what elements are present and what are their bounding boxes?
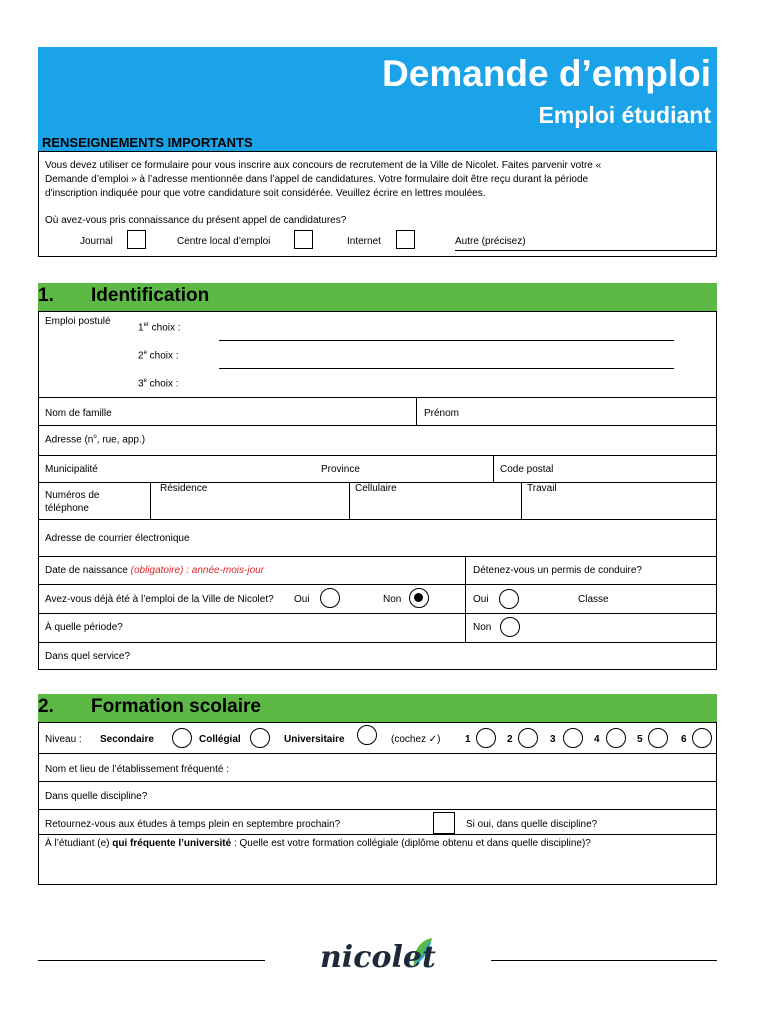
- universitaire-label: Universitaire: [284, 734, 345, 745]
- divider: [150, 482, 151, 519]
- divider: [521, 482, 522, 519]
- divider: [38, 809, 717, 810]
- courriel-label: Adresse de courrier électronique: [45, 533, 190, 544]
- annee-3-label: 3: [550, 734, 556, 745]
- collegial-label: Collégial: [199, 734, 241, 745]
- divider: [38, 613, 717, 614]
- cellulaire-label: Cellulaire: [355, 483, 397, 494]
- divider: [38, 519, 717, 520]
- divider: [38, 753, 717, 754]
- divider: [416, 397, 417, 425]
- form-header: [38, 47, 717, 133]
- annee-4-radio[interactable]: [606, 728, 626, 748]
- permis-label: Détenez-vous un permis de conduire?: [473, 565, 642, 576]
- cochez-label: (cochez ✓): [391, 734, 441, 745]
- permis-non-radio[interactable]: [500, 617, 520, 637]
- service-label: Dans quel service?: [45, 651, 131, 662]
- annee-4-label: 4: [594, 734, 600, 745]
- choix-1-line[interactable]: [219, 340, 674, 341]
- divider: [465, 556, 466, 642]
- adresse-label: Adresse ($n^o$, rue, app.): [45, 434, 146, 446]
- deja-emploi-oui-label: Oui: [294, 594, 310, 605]
- date-naissance-label: Date de naissance (obligatoire) : année-mois-jour: [45, 565, 265, 576]
- numeros-label: Numéros de téléphone: [45, 490, 100, 514]
- form-title: Demande d’emploi: [382, 53, 711, 94]
- deja-emploi-oui-radio[interactable]: [320, 588, 340, 608]
- residence-label: Résidence: [160, 483, 208, 494]
- deja-emploi-non-label: Non: [383, 594, 402, 605]
- source-cle-label: Centre local d’emploi: [177, 236, 271, 247]
- divider: [38, 834, 717, 835]
- permis-oui-radio[interactable]: [499, 589, 519, 609]
- choix-3-label: 3e choix :: [138, 378, 179, 390]
- source-internet-checkbox[interactable]: [396, 230, 415, 249]
- divider: [38, 781, 717, 782]
- signature-line-right[interactable]: [491, 960, 717, 961]
- section-2-number: 2.: [38, 696, 54, 717]
- section-1-title: Identification: [91, 285, 210, 306]
- annee-2-label: 2: [507, 734, 513, 745]
- divider: [38, 584, 717, 585]
- source-cle-checkbox[interactable]: [294, 230, 313, 249]
- annee-1-radio[interactable]: [476, 728, 496, 748]
- periode-label: À quelle période?: [45, 622, 123, 633]
- classe-label: Classe: [578, 594, 609, 605]
- divider: [38, 556, 717, 557]
- permis-non-label: Non: [473, 622, 492, 633]
- section-1-bar: [38, 283, 717, 311]
- travail-label: Travail: [527, 483, 557, 494]
- divider: [38, 455, 717, 456]
- section-2-title: Formation scolaire: [91, 696, 261, 717]
- emploi-postule-label: Emploi postulé: [45, 316, 111, 327]
- discipline-label: Dans quelle discipline?: [45, 791, 148, 802]
- divider: [38, 642, 717, 643]
- nom-label: Nom de famille: [45, 408, 112, 419]
- annee-5-label: 5: [637, 734, 643, 745]
- source-journal-label: Journal: [80, 236, 113, 247]
- municipalite-label: Municipalité: [45, 464, 98, 475]
- source-autre-line[interactable]: [455, 250, 717, 251]
- signature-line-left[interactable]: [38, 960, 265, 961]
- annee-5-radio[interactable]: [648, 728, 668, 748]
- nicolet-logo-text: nicolet: [320, 940, 436, 975]
- annee-6-radio[interactable]: [692, 728, 712, 748]
- intro-line-1: Vous devez utiliser ce formulaire pour vous inscrire aux concours de recrutement de la Ville de Nicolet. Faites parvenir votre «: [45, 160, 602, 171]
- source-journal-checkbox[interactable]: [127, 230, 146, 249]
- prenom-label: Prénom: [424, 408, 460, 419]
- deja-emploi-label: Avez-vous déjà été à l’emploi de la Ville de Nicolet?: [45, 594, 274, 605]
- permis-oui-label: Oui: [473, 594, 489, 605]
- collegial-radio[interactable]: [250, 728, 270, 748]
- deja-emploi-non-radio[interactable]: [409, 588, 429, 608]
- province-label: Province: [321, 464, 360, 475]
- intro-line-3: d'inscription indiquée pour que votre candidature soit considérée. Veuillez écrire en lettres moulées.: [45, 188, 486, 199]
- retour-checkbox[interactable]: [433, 812, 455, 834]
- form-subtitle: Emploi étudiant: [538, 102, 711, 128]
- choix-2-label: 2e choix :: [138, 350, 179, 362]
- source-question: Où avez-vous pris connaissance du présent appel de candidatures?: [45, 215, 347, 226]
- secondaire-label: Secondaire: [100, 734, 154, 745]
- section-1-number: 1.: [38, 285, 54, 306]
- divider: [38, 397, 717, 398]
- annee-3-radio[interactable]: [563, 728, 583, 748]
- divider: [349, 482, 350, 519]
- universitaire-radio[interactable]: [357, 725, 377, 745]
- niveau-label: Niveau :: [45, 734, 82, 745]
- intro-line-2: Demande d’emploi » à l’adresse mentionnée dans l’appel de candidatures. Votre formulaire doit être reçu durant la période: [45, 174, 589, 185]
- nicolet-logo: [316, 930, 441, 978]
- etudiant-question: À l’étudiant (e) qui fréquente l’université : Quelle est votre formation collégiale (diplôme obtenu et dans quelle discipline)?: [45, 838, 591, 849]
- date-naissance-hint: (obligatoire) : année-mois-jour: [130, 565, 265, 576]
- etablissement-label: Nom et lieu de l’établissement fréquenté :: [45, 764, 229, 775]
- choix-1-label: 1er choix :: [138, 322, 181, 334]
- annee-2-radio[interactable]: [518, 728, 538, 748]
- important-bar: [38, 133, 717, 151]
- secondaire-radio[interactable]: [172, 728, 192, 748]
- code-postal-label: Code postal: [500, 464, 554, 475]
- si-oui-label: Si oui, dans quelle discipline?: [466, 819, 598, 830]
- choix-2-line[interactable]: [219, 368, 674, 369]
- important-title: RENSEIGNEMENTS IMPORTANTS: [42, 135, 253, 150]
- annee-6-label: 6: [681, 734, 687, 745]
- source-autre-label: Autre (précisez): [455, 236, 526, 247]
- source-internet-label: Internet: [347, 236, 381, 247]
- divider: [493, 455, 494, 482]
- divider: [38, 425, 717, 426]
- section-2-bar: [38, 694, 717, 722]
- retour-label: Retournez-vous aux études à temps plein en septembre prochain?: [45, 819, 341, 830]
- annee-1-label: 1: [465, 734, 471, 745]
